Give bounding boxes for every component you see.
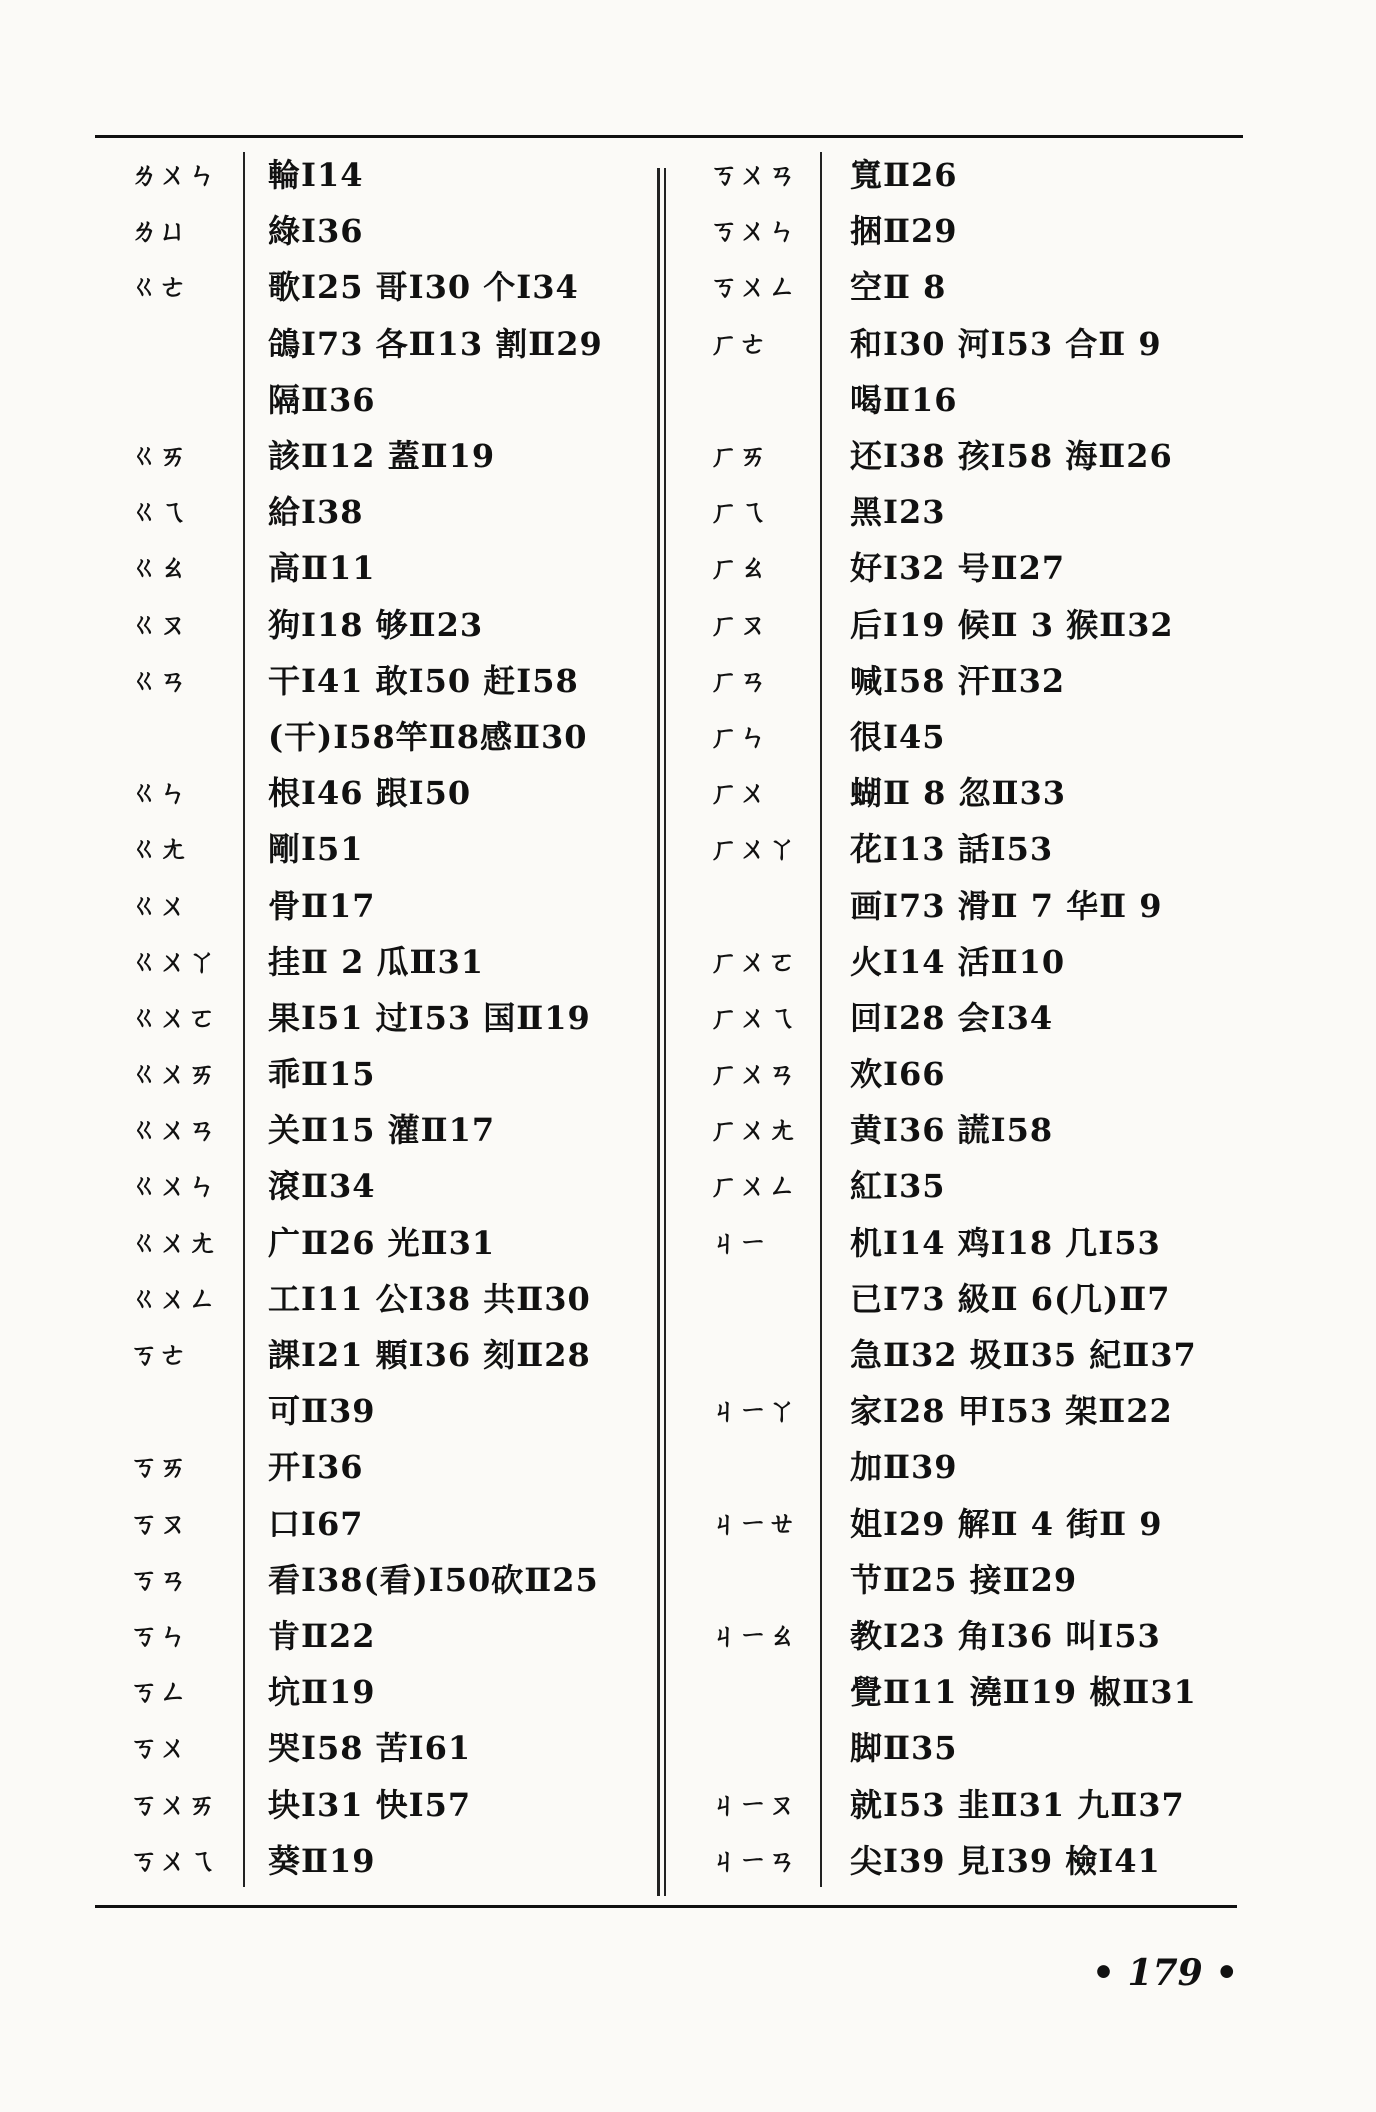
left-table-divider [243,152,245,1887]
character-entries: 好Ⅰ32 号Ⅱ27 [850,549,1066,588]
phonetic-label: ㄏㄨㄢ [710,1057,798,1091]
phonetic-label: ㄐㄧㄚ [710,1394,798,1428]
phonetic-label: ㄏㄨㄛ [710,944,798,978]
phonetic-label: ㄎㄥ [130,1675,189,1709]
phonetic-label: ㄎㄢ [130,1562,189,1596]
character-entries: 画Ⅰ73 滑Ⅱ 7 华Ⅱ 9 [850,886,1163,925]
character-entries: 隔Ⅱ36 [268,380,376,419]
character-entries: 狗Ⅰ18 够Ⅱ23 [268,605,484,644]
phonetic-label: ㄍㄤ [130,832,189,866]
phonetic-label: ㄍㄢ [130,663,189,697]
phonetic-label: ㄏㄜ [710,326,769,360]
phonetic-label [710,1718,816,1774]
character-entries: 課Ⅰ21 顆Ⅰ36 刻Ⅱ28 [268,1336,591,1375]
character-entries: (干)Ⅰ58竿Ⅱ8感Ⅱ30 [268,717,588,756]
phonetic-label: ㄍㄨㄥ [130,1281,218,1315]
character-entries: 黄Ⅰ36 謊Ⅰ58 [850,1111,1054,1150]
phonetic-label: ㄏㄢ [710,663,769,697]
phonetic-label [130,370,240,426]
phonetic-label [710,1325,816,1381]
character-entries: 剛Ⅰ51 [268,830,364,869]
page-number: • 179 • [1092,1952,1239,1994]
character-entries: 脚Ⅱ35 [850,1729,958,1768]
character-entries: 該Ⅱ12 蓋Ⅱ19 [268,437,496,476]
character-entries: 火Ⅰ14 活Ⅱ10 [850,942,1066,981]
phonetic-label: ㄍㄠ [130,551,189,585]
phonetic-label: ㄍㄡ [130,607,189,641]
phonetic-label: ㄍㄨ [130,888,189,922]
phonetic-label: ㄐㄧㄝ [710,1506,798,1540]
phonetic-label [130,707,240,763]
left-entries-column [268,145,648,1887]
phonetic-label: ㄏㄨㄤ [710,1113,798,1147]
character-entries: 欢Ⅰ66 [850,1055,946,1094]
phonetic-label: ㄍㄣ [130,776,189,810]
phonetic-label: ㄐㄧ [710,1225,769,1259]
character-entries: 喝Ⅱ16 [850,380,958,419]
phonetic-label: ㄍㄨㄛ [130,1000,218,1034]
center-divider-line-1 [657,168,660,1896]
character-entries: 后Ⅰ19 候Ⅱ 3 猴Ⅱ32 [850,605,1174,644]
character-entries: 歌Ⅰ25 哥Ⅰ30 个Ⅰ34 [268,268,579,307]
top-rule [95,135,1243,138]
character-entries: 还Ⅰ38 孩Ⅰ58 海Ⅱ26 [850,437,1173,476]
character-entries: 滾Ⅱ34 [268,1167,376,1206]
character-entries: 块Ⅰ31 快Ⅰ57 [268,1785,472,1824]
phonetic-label [710,1662,816,1718]
phonetic-label: ㄎㄨㄟ [130,1843,218,1877]
phonetic-label: ㄎㄨㄞ [130,1787,218,1821]
character-entries: 加Ⅱ39 [850,1448,958,1487]
character-entries: 开Ⅰ36 [268,1448,364,1487]
character-entries: 骨Ⅱ17 [268,886,376,925]
phonetic-label: ㄏㄞ [710,439,769,473]
character-entries: 根Ⅰ46 跟Ⅰ50 [268,774,472,813]
phonetic-label: ㄎㄣ [130,1618,189,1652]
phonetic-label: ㄏㄟ [710,495,769,529]
right-entries-column [850,145,1230,1887]
phonetic-label [130,1381,240,1437]
character-entries: 可Ⅱ39 [268,1392,376,1431]
character-entries: 捆Ⅱ29 [850,212,958,251]
character-entries: 鴿Ⅰ73 各Ⅱ13 割Ⅱ29 [268,324,603,363]
character-entries: 看Ⅰ38(看)Ⅰ50砍Ⅱ25 [268,1560,599,1599]
character-entries: 就Ⅰ53 韭Ⅱ31 九Ⅱ37 [850,1785,1185,1824]
character-entries: 和Ⅰ30 河Ⅰ53 合Ⅱ 9 [850,324,1162,363]
character-entries: 姐Ⅰ29 解Ⅱ 4 街Ⅱ 9 [850,1504,1163,1543]
phonetic-label: ㄍㄜ [130,270,189,304]
phonetic-label: ㄎㄨ [130,1731,189,1765]
character-entries: 高Ⅱ11 [268,549,376,588]
phonetic-label [130,314,240,370]
phonetic-label: ㄌㄨㄣ [130,158,218,192]
character-entries: 紅Ⅰ35 [850,1167,946,1206]
character-entries: 蝴Ⅱ 8 忽Ⅱ33 [850,774,1067,813]
phonetic-label: ㄏㄣ [710,719,769,753]
phonetic-label: ㄍㄨㄚ [130,944,218,978]
character-entries: 干Ⅰ41 敢Ⅰ50 赶Ⅰ58 [268,661,579,700]
phonetic-label [710,875,816,931]
character-entries: 給Ⅰ38 [268,493,364,532]
phonetic-label: ㄍㄨㄢ [130,1113,218,1147]
phonetic-label: ㄐㄧㄢ [710,1843,798,1877]
character-entries: 綠Ⅰ36 [268,212,364,251]
phonetic-label: ㄎㄡ [130,1506,189,1540]
character-entries: 很Ⅰ45 [850,717,946,756]
phonetic-label: ㄏㄠ [710,551,769,585]
character-entries: 尖Ⅰ39 見Ⅰ39 檢Ⅰ41 [850,1841,1161,1880]
phonetic-label: ㄍㄨㄤ [130,1225,218,1259]
center-divider-line-2 [664,168,666,1896]
phonetic-label: ㄏㄨㄚ [710,832,798,866]
character-entries: 哭Ⅰ58 苦Ⅰ61 [268,1729,472,1768]
character-entries: 节Ⅱ25 接Ⅱ29 [850,1560,1078,1599]
character-entries: 关Ⅱ15 灌Ⅱ17 [268,1111,496,1150]
phonetic-label: ㄌㄩ [130,214,189,248]
left-phonetic-column [130,145,240,1887]
phonetic-label: ㄎㄜ [130,1338,189,1372]
character-entries: 花Ⅰ13 話Ⅰ53 [850,830,1054,869]
character-entries: 机Ⅰ14 鸡Ⅰ18 几Ⅰ53 [850,1223,1161,1262]
character-entries: 挂Ⅱ 2 瓜Ⅱ31 [268,942,485,981]
phonetic-label: ㄍㄨㄣ [130,1169,218,1203]
character-entries: 口Ⅰ67 [268,1504,364,1543]
phonetic-label: ㄏㄨㄟ [710,1000,798,1034]
phonetic-label: ㄍㄟ [130,495,189,529]
character-entries: 肯Ⅱ22 [268,1616,376,1655]
character-entries: 輪Ⅰ14 [268,156,364,195]
character-entries: 喊Ⅰ58 汗Ⅱ32 [850,661,1066,700]
phonetic-label: ㄎㄨㄣ [710,214,798,248]
phonetic-label: ㄎㄨㄢ [710,158,798,192]
character-entries: 覺Ⅱ11 澆Ⅱ19 椒Ⅱ31 [850,1673,1197,1712]
phonetic-label: ㄐㄧㄠ [710,1618,798,1652]
character-entries: 家Ⅰ28 甲Ⅰ53 架Ⅱ22 [850,1392,1173,1431]
character-entries: 已Ⅰ73 級Ⅱ 6(几)Ⅱ7 [850,1279,1171,1318]
right-phonetic-column [710,145,816,1887]
right-table-divider [820,152,822,1887]
character-entries: 寬Ⅱ26 [850,156,958,195]
phonetic-label: ㄍㄨㄞ [130,1057,218,1091]
character-entries: 空Ⅱ 8 [850,268,947,307]
bottom-rule [95,1905,1237,1908]
character-entries: 工Ⅰ11 公Ⅰ38 共Ⅱ30 [268,1279,591,1318]
character-entries: 回Ⅰ28 会Ⅰ34 [850,998,1054,1037]
phonetic-label: ㄏㄡ [710,607,769,641]
phonetic-label: ㄏㄨㄥ [710,1169,798,1203]
phonetic-label: ㄏㄨ [710,776,769,810]
character-entries: 教Ⅰ23 角Ⅰ36 叫Ⅰ53 [850,1616,1161,1655]
phonetic-label: ㄍㄞ [130,439,189,473]
character-entries: 乖Ⅱ15 [268,1055,376,1094]
character-entries: 坑Ⅱ19 [268,1673,376,1712]
phonetic-label: ㄎㄨㄥ [710,270,798,304]
character-entries: 黑Ⅰ23 [850,493,946,532]
character-entries: 果Ⅰ51 过Ⅰ53 国Ⅱ19 [268,998,591,1037]
phonetic-label [710,370,816,426]
phonetic-label: ㄎㄞ [130,1450,189,1484]
phonetic-label [710,1550,816,1606]
phonetic-label: ㄐㄧㄡ [710,1787,798,1821]
phonetic-label [710,1269,816,1325]
character-entries: 葵Ⅱ19 [268,1841,376,1880]
phonetic-label [710,1437,816,1493]
character-entries: 急Ⅱ32 圾Ⅱ35 紀Ⅱ37 [850,1336,1197,1375]
character-entries: 广Ⅱ26 光Ⅱ31 [268,1223,496,1262]
